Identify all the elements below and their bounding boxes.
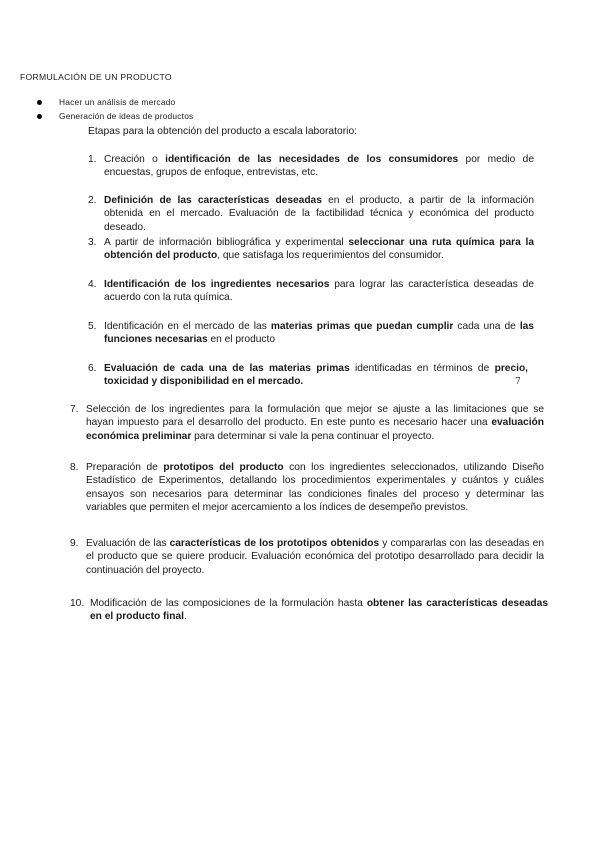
step-text [104, 278, 534, 305]
step-text-run: A partir de información bibliográfica y experimental [104, 237, 349, 248]
step-text-run: . [183, 611, 187, 623]
step-item [88, 236, 534, 263]
step-text-run: para determinar si vale la pena continuar el proyecto. [191, 430, 435, 442]
step-item [88, 153, 534, 180]
step-text-run: , que satisfaga los requerimientos del consumidor. [217, 250, 444, 262]
step-text-bold: precio, toxicidad y disponibilidad en el mercado. [104, 363, 528, 388]
page-number-mark: 7 [515, 377, 521, 387]
step-number: 1. [88, 154, 97, 165]
scan-intro: Etapas para la obtención del producto a escala laboratorio: [88, 126, 358, 137]
step-text [86, 403, 544, 443]
step-text-run: en el producto [207, 334, 276, 346]
step-text-run: Preparación de [86, 462, 164, 473]
step-text-bold: identificación de las necesidades de los consumidores [165, 154, 459, 165]
step-text-bold: materias primas que puedan cumplir [270, 321, 454, 332]
step-number: 4. [88, 279, 97, 290]
step-text [104, 362, 528, 389]
step-text-run: Creación o [104, 154, 166, 165]
step-text-bold: Evaluación de cada una de las materias primas [104, 363, 350, 374]
step-number: 2. [88, 195, 97, 206]
step-text-run: Modificación de las composiciones de la formulación hasta [90, 598, 367, 609]
bullet-item [37, 110, 193, 124]
step-text-run: Selección de los ingredientes para la formulación que mejor se ajuste a las limitaciones que se hayan impuesto para el desarrollo del producto. En este punto es necesario hacer una [86, 404, 544, 429]
step-item [70, 537, 544, 577]
step-number: 9. [70, 538, 79, 549]
bullet-dot-icon [37, 100, 42, 105]
step-number: 10. [70, 598, 85, 609]
step-text-bold: Identificación de los ingredientes necesarios [104, 279, 330, 290]
bullet-text: Generación de ideas de productos [59, 110, 194, 121]
step-item [70, 461, 544, 515]
step-text-bold: Definición de las características deseadas [104, 195, 322, 206]
step-item [88, 320, 534, 347]
step-text [104, 236, 534, 263]
step-text-run: en el producto, a partir de la información obtenida en el mercado. Evaluación de la factibilidad técnica y económica del producto deseado. [104, 195, 534, 233]
step-item [88, 278, 534, 305]
step-text-run: y compararlas con las deseadas en el producto que se quiere producir. Evaluación económica del prototipo desarrollado para decidir la continuación del proyecto. [86, 538, 545, 576]
step-text [86, 537, 544, 577]
step-text-run: por medio de encuestas, grupos de enfoque, entrevistas, etc. [104, 154, 534, 179]
step-text-bold: seleccionar una ruta química para la obtención del producto [104, 237, 534, 262]
step-text [104, 153, 534, 180]
step-item [88, 194, 534, 234]
step-text [90, 597, 548, 624]
step-text-bold: prototipos del producto [163, 462, 284, 473]
bullet-text: Hacer un análisis de mercado [59, 97, 176, 107]
step-number: 6. [88, 363, 97, 374]
step-number: 8. [70, 462, 79, 473]
step-text [104, 320, 534, 347]
step-text [86, 461, 544, 515]
step-text-bold: obtener las características deseadas en el producto final [90, 598, 548, 623]
step-number: 3. [88, 237, 97, 248]
page-title: FORMULACIÓN DE UN PRODUCTO [20, 72, 172, 82]
bullet-list [37, 96, 193, 123]
step-text-bold: las funciones necesarias [104, 321, 534, 346]
step-text-run: con los ingredientes seleccionados, utilizando Diseño Estadístico de Experimentos, detallando los procedimientos experimentales y cuántos y cuáles ensayos son necesarios para determinar las condiciones finales del proceso y determinar las variables que permiten el mejor acercamiento a los índices de desempeño previstos. [86, 462, 544, 514]
step-item [70, 597, 548, 624]
step-text-run: cada una de [453, 321, 520, 332]
step-number: 5. [88, 321, 97, 332]
step-item [70, 403, 544, 443]
step-item [88, 362, 528, 389]
step-text-run: Identificación en el mercado de las [104, 321, 271, 332]
step-text-run: identificadas en términos de [349, 363, 495, 374]
step-text [104, 194, 534, 234]
step-text-bold: características de los prototipos obtenidos [169, 538, 380, 549]
step-text-run: para lograr las característica deseadas de acuerdo con la ruta química. [104, 279, 534, 304]
bullet-dot-icon [37, 114, 42, 119]
bullet-item [37, 96, 193, 110]
step-text-run: Evaluación de las [86, 538, 170, 549]
step-number: 7. [70, 404, 79, 415]
step-text-bold: evaluación económica preliminar [86, 417, 544, 442]
